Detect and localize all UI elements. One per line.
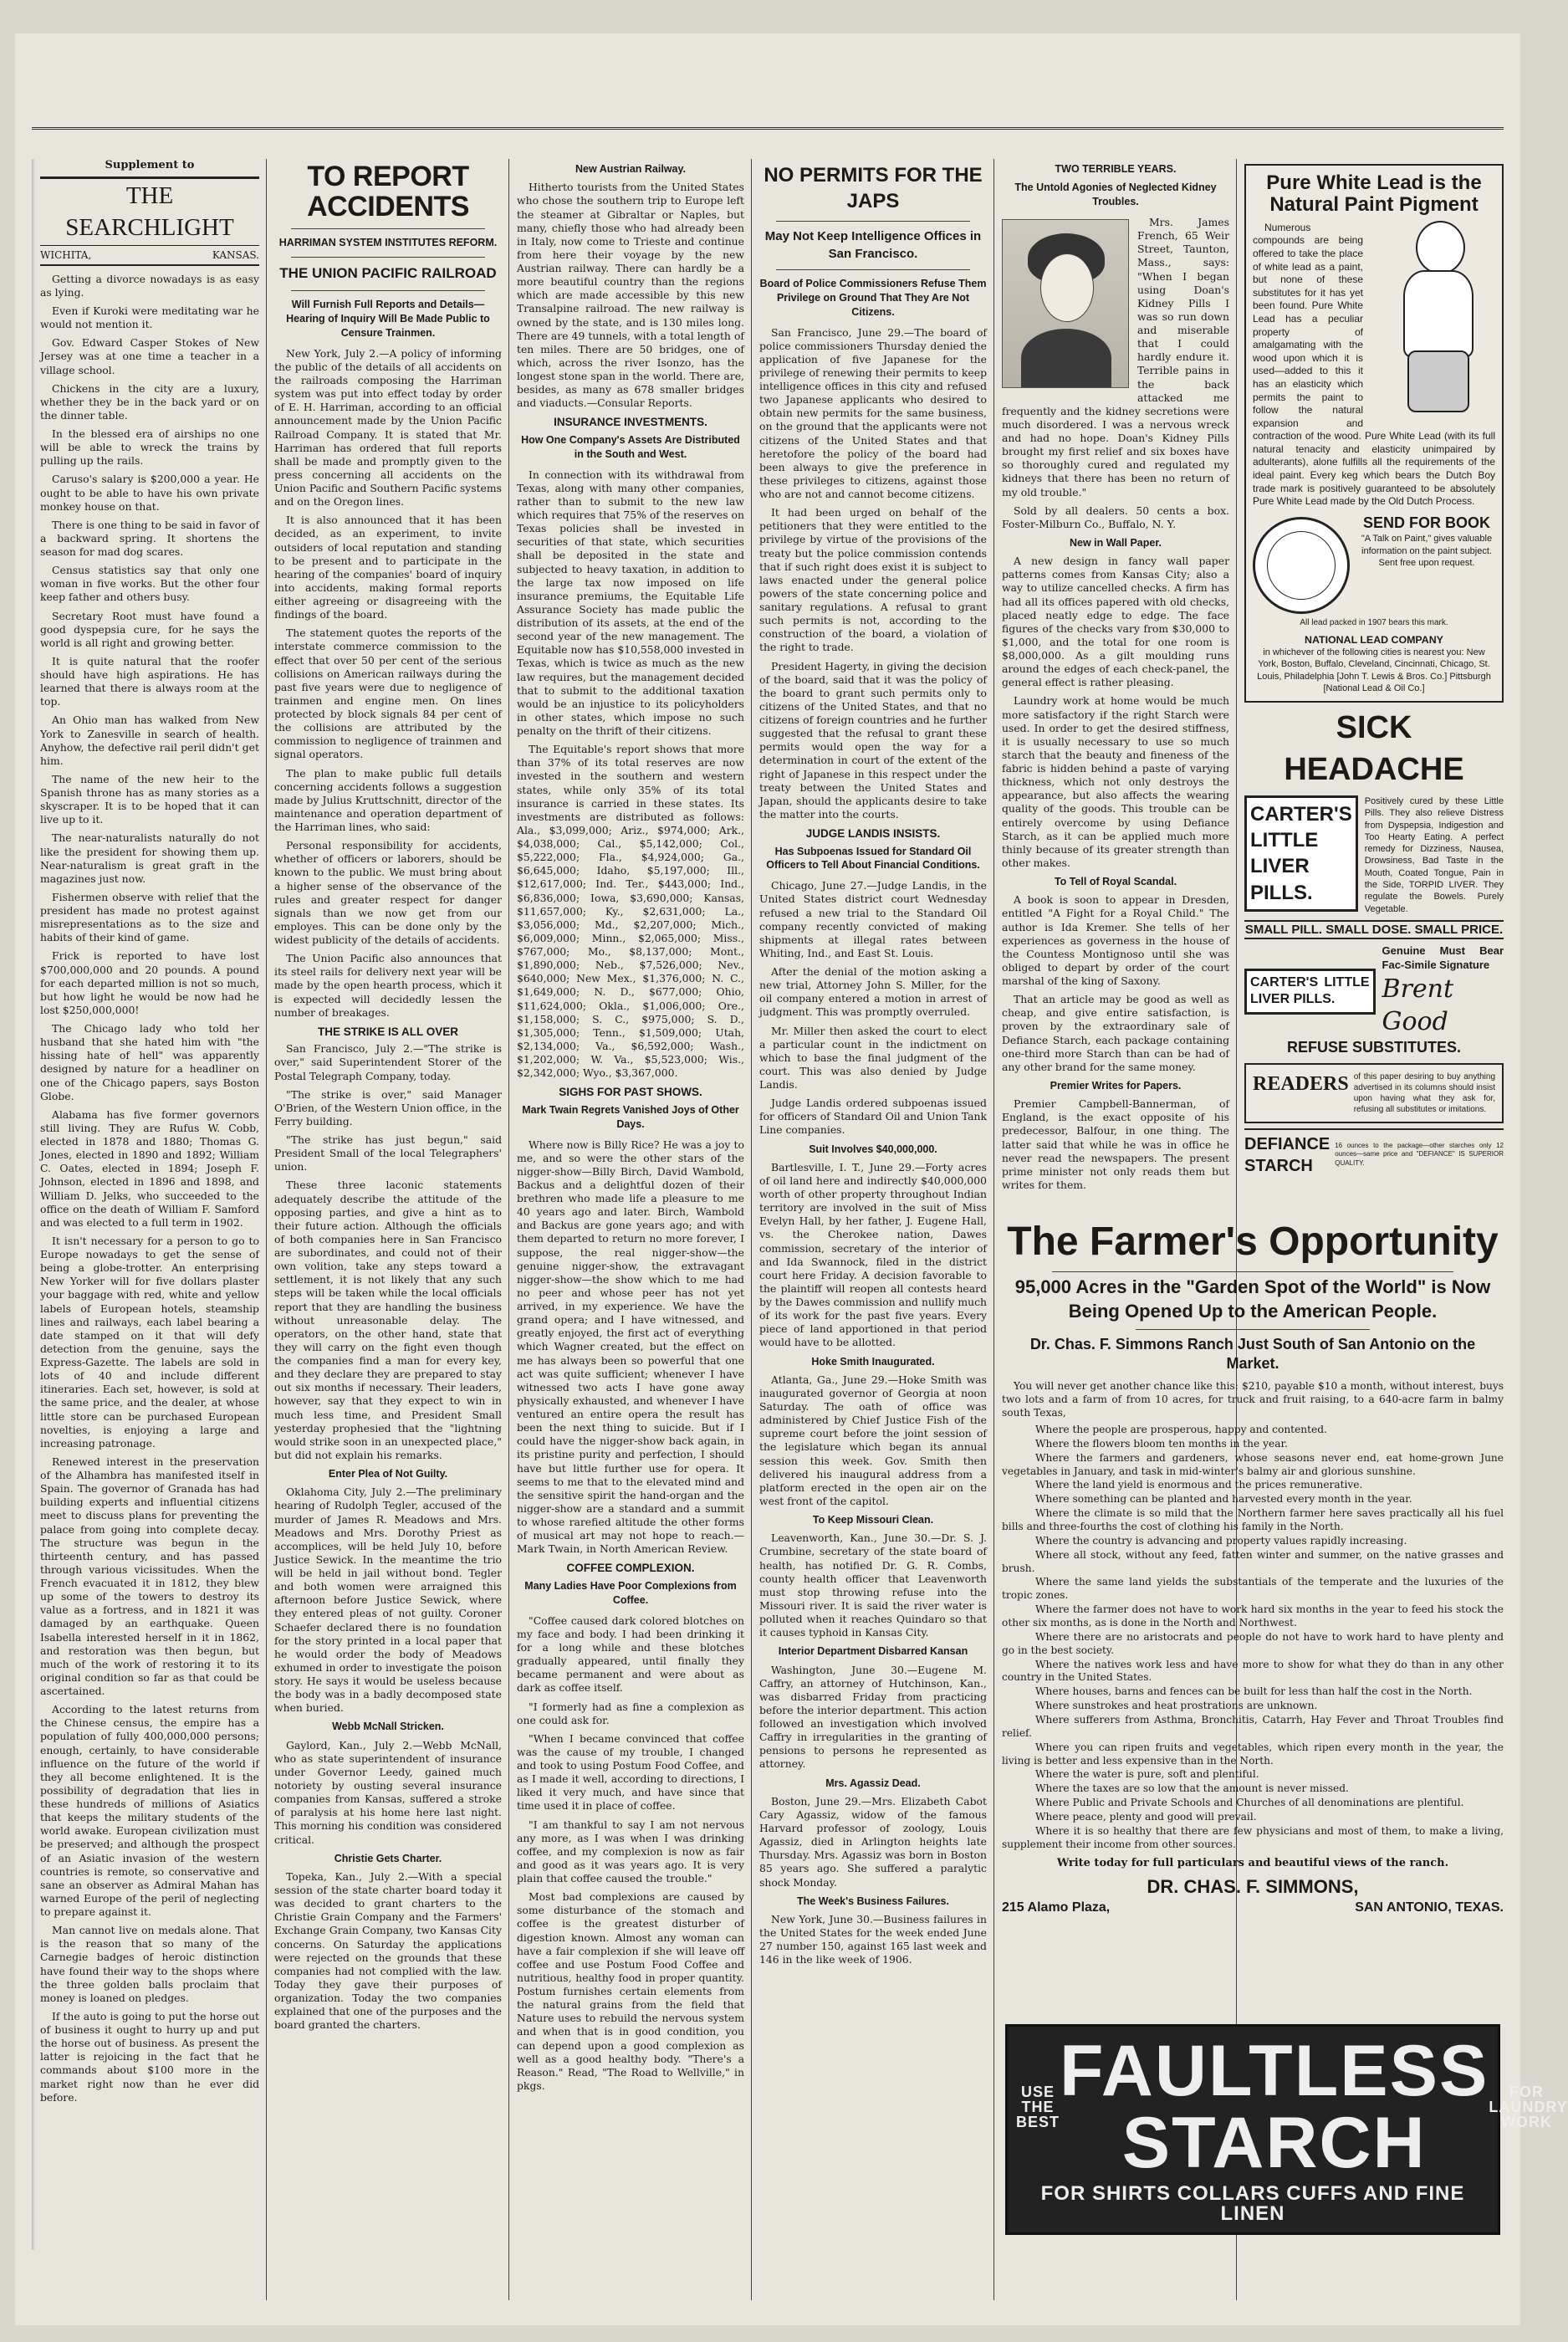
paragraph: The near-naturalists naturally do not like the president for showing them up. Near-naturalism is great graft in the magazines just now.	[40, 831, 259, 885]
headline-plea: Enter Plea of Not Guilty.	[328, 1468, 448, 1480]
paragraph: Mr. Miller then asked the court to elect a particular count in the indictment on which to base the final judgment of the court. This was also denied by Judge Landis.	[759, 1024, 987, 1092]
headline-royal-scandal: To Tell of Royal Scandal.	[1054, 876, 1177, 887]
headline-wall-paper: New in Wall Paper.	[1070, 536, 1162, 549]
use-the-best: USE THE BEST	[1016, 2084, 1060, 2130]
farmer-list-item: Where Public and Private Schools and Churches of all denominations are plentiful.	[1035, 1797, 1464, 1809]
divider	[1052, 1271, 1453, 1272]
article-hoke: Atlanta, Ga., June 29.—Hoke Smith was inaugurated governor of Georgia at noon Saturday. The oath of office was administered by Chief Justice Fish of the supreme court before the joint session of the legislature which began its annual session this week. Gov. Smith then delivered his inaugural address from a platform erected in the open air on the west front of the capitol.	[759, 1373, 987, 1507]
farmer-list-item: Where the climate is so mild that the Northern farmer here saves practically all his fuel bills and three-fourths the cost of clothing his family in the North.	[1002, 1507, 1504, 1532]
farmer-list-item: Where the same land yields the substantials of the temperate and the luxuries of the tropic zones.	[1002, 1576, 1504, 1602]
paragraph: An Ohio man has walked from New York to Zanesville in search of health. Anyhow, the defective rail peril didn't get him.	[40, 713, 259, 767]
headline-coffee: COFFEE COMPLEXION.	[566, 1562, 695, 1575]
farmer-list-item: Where sunstrokes and heat prostrations are unknown.	[1035, 1700, 1318, 1712]
send-for-book-sub: "A Talk on Paint," gives valuable information on the paint subject. Sent free upon request.	[1361, 534, 1493, 568]
paragraph: The plan to make public full details concerning accidents follows a suggestion made by Julius Kruttschnitt, director of the maintenance and operation department of the Harriman lines, who said:	[274, 766, 502, 834]
paragraph: "Coffee caused dark colored blotches on my face and body. I had been drinking it for a long while and these blotches gradually appeared, until finally they became permanent and were about as dark as coffee itself.	[517, 1613, 744, 1695]
deck-kidney: The Untold Agonies of Neglected Kidney Troubles.	[1014, 182, 1217, 208]
column-5	[1002, 159, 1229, 1213]
paragraph: If the auto is going to put the horse out of business it ought to hurry up and put the horse out of business. As present the latter is rejoicing in the fact that he commands about $100 more in the market right now than he ever did before.	[40, 2009, 259, 2104]
farmer-sub1: 95,000 Acres in the "Garden Spot of the World" is Now Being Opened Up to the American People.	[1014, 1276, 1491, 1322]
paragraph: Secretary Root must have found a good dyspepsia cure, for he says the world is all right and growing better.	[40, 609, 259, 649]
defiance-sub: 16 ounces to the package—other starches only 12 ounces—same price and "DEFIANCE" IS SUPERIOR QUALITY.	[1335, 1141, 1504, 1167]
article-webb: Gaylord, Kan., July 2.—Webb McNall, who as state superintendent of insurance under Governor Leedy, gained much notoriety by ousting several insurance companies from Kansas, suffered a stroke of paralysis at his home here last night. This morning his condition was considered critical.	[274, 1738, 502, 1846]
farmer-list-item: Where the natives work less and have more to show for what they do than in any other country in the United States.	[1002, 1658, 1504, 1684]
article-austrian-railway: Hitherto tourists from the United States who chose the southern trip to Europe left the steamer at Gibraltar or Naples, but many, chiefly those who had already been in Italy, now come to Trieste and continue from here their voyage by the new Austrian railway. There can hardly be a more beautiful country than the regions which are made accessible by this new Transalpine railroad. The new railway is owned by the state, and is 130 miles long. There are 49 tunnels, with a total length of ten miles. There are 50 bridges, one of which, across the river Isonzo, has the longest stone span in the world. There are, besides, as many as 678 smaller bridges and viaducts.—Consular Reports.	[517, 181, 744, 410]
paragraph: Personal responsibility for accidents, whether of officers or laborers, should be known to the public. We must bring about a higher sense of the observance of the rules and greater respect for danger signals than we now get from our employes. This can be done only by the widest publicity of the details of accidents.	[274, 839, 502, 947]
article-royal-scandal: A book is soon to appear in Dresden, entitled "A Fight for a Royal Child." The author is Ida Kremer. She tells of her experiences as governess in the house of the Countess Montignoso until she was obliged to depart by order of the court marshal of the king of Saxony.	[1002, 893, 1229, 987]
paragraph: In the blessed era of airships no one will be able to wreck the trains by pulling up the rails.	[40, 427, 259, 468]
article-plea: Oklahoma City, July 2.—The preliminary hearing of Rudolph Tegler, accused of the murder of James R. Meadows and Mrs. Meadows and Mrs. Dorothy Priest as accomplices, will be held July 10, before Justice Sewick. In the meantime the trio will be held in jail without bond. Tegler and both women were arraigned this afternoon before Justice Sewick, where they entered pleas of not guilty. Coroner Schaefer declared there is no foundation for the story printed in a local paper that he would order the body of Meadows exhumed in order to investigate the poison story. He says it would be useless because the body was in a badly decomposed state when buried.	[274, 1485, 502, 1715]
divider	[1136, 1329, 1370, 1330]
readers-text: of this paper desiring to buy anything advertised in its columns should insist upon having what they ask for, refusing all substitutes or imitations.	[1353, 1071, 1495, 1114]
paragraph: Alabama has five former governors still living. They are Rufus W. Cobb, elected in 1878 and 1880; Thomas G. Jones, elected in 1890 and 1892; William C. Oates, elected in 1894; Joseph F. Johnson, elected in 1896 and 1898, and William D. Jelks, who succeeded to the office on the death of William F. Samford and was elected to a full term in 1902.	[40, 1107, 259, 1229]
paragraph: The Equitable's report shows that more than 37% of its total reserves are now invested in the southern and western states, while only 35% of its total insurance is carried in these states. Its investments are distributed as follows: Ala., $3,099,000; Ariz., $974,000; Ark., $4,038,000; Cal., $5,142,000; Col., $5,222,000; Fla., $4,924,000; Ga., $6,645,000; Idaho, $5,197,000; Ill., $12,617,000; Ind. Ter., $443,000; Ind., $6,836,000; Iowa, $3,690,000; Kansas, $11,657,000; Ky., $2,631,000; La., $3,056,000; Md., $2,207,000; Mich., $6,009,000; Minn., $2,065,000; Miss., $767,000; Mo., $8,137,000; Mont., $1,890,000; Neb., $7,526,000; Nev., $640,000; New Mex., $1,376,000; N. C., $1,649,000; N. D., $677,000; Ohio, $11,624,000; Okla., $1,006,000; Ore., $1,158,000; S. C., $975,000; S. D., $1,305,000; Tenn., $1,509,000; Utah, $2,134,000; Va., $6,592,000; Wash., $1,202,000; W. Va., $5,523,000; Wis., $2,342,000; Wyo., $3,367,000.	[517, 743, 744, 1080]
white-lead-title: Pure White Lead is the Natural Paint Pigment	[1266, 171, 1482, 217]
column-2	[274, 159, 502, 2300]
dateline-city: WICHITA,	[40, 249, 92, 262]
farmer-list-item: Where the people are prosperous, happy and contented.	[1035, 1423, 1327, 1435]
readers-title: READERS	[1253, 1072, 1349, 1095]
divider	[291, 257, 485, 258]
paragraph: According to the latest returns from the Chinese census, the empire has a population of fully 400,000,000 persons; enough, certainly, to have considerable influence on the future of the world if they all become enlightened. It is the possibility of degradation that lies in these hundreds of millions of Asiatics that keeps the military students of the world awake. European civilization must be preserved; and although the prospect of an Asiatic invasion of the western countries is remote, so conservative and sane an observer as Admiral Mahan has warned Europe of the peril of neglecting to prepare against it.	[40, 1703, 259, 1919]
farmer-address	[1002, 1900, 1504, 1917]
paragraph: It is also announced that it has been decided, as an experiment, to invite outsiders of local reputation and standing to be present and to participate in the hearing of the companies' board of inquiry into accidents, making formal reports either agreeing or disagreeing with the findings of the board.	[274, 514, 502, 621]
farmer-intro: You will never get another chance like this: $210, payable $10 a month, without interest, buys two lots and a farm of from 10 acres, for truck and fruit raising, to a 640-acre farm in balmy south Texas,	[1002, 1380, 1504, 1419]
article-body	[274, 1042, 502, 1462]
column-rule	[751, 159, 752, 2300]
starch-word: STARCH	[1121, 2103, 1427, 2183]
farmer-signer: DR. CHAS. F. SIMMONS,	[1147, 1876, 1359, 1898]
farmer-list-item: Where all stock, without any feed, fatten winter and summer, on the native grasses and brush.	[1002, 1548, 1504, 1574]
headline-to-report-accidents: TO REPORT ACCIDENTS	[307, 161, 469, 222]
article-christie: Topeka, Kan., July 2.—With a special session of the state charter board today it was decided to grant charters to the Christie Grain Company and the Farmers' Exchange Grain Company, two Kansas City concerns. On Saturday the applications were rejected on the grounds that these companies had not complied with the law. Today they gave their purposes of organization. Today the two companies explained that one of the purposes and the board granted the charters.	[274, 1869, 502, 2032]
send-for-book: SEND FOR BOOK	[1362, 514, 1490, 531]
carters-logo: CARTER'S LITTLE LIVER PILLS.	[1244, 795, 1358, 912]
carters-ad	[1244, 795, 1504, 915]
dutch-boy-illustration	[1370, 217, 1495, 417]
farmer-list-item: Where the farmer does not have to work hard six months in the year to feed his stock the other six months, as is done in the North and Northwest.	[1002, 1603, 1504, 1629]
headline-insurance: INSURANCE INVESTMENTS.	[554, 416, 707, 429]
faultless-starch-ad	[1005, 2024, 1568, 2233]
newspaper-page	[15, 33, 1568, 2325]
headline-missouri: To Keep Missouri Clean.	[812, 1514, 934, 1526]
farmer-list-item: Where you can ripen fruits and vegetables, which ripen every month in the year, the living is better and less expensive than in the North.	[1002, 1741, 1504, 1767]
article-body	[274, 347, 502, 1020]
defiance-ad	[1244, 1128, 1504, 1177]
article-interior: Washington, June 30.—Eugene M. Caffry, an attorney of Hutchinson, Kan., was disbarred Friday from practicing before the interior department. This action followed an investigation which involved Caffry in irregularities in the granting of pensions to persons he represented as attorney.	[759, 1663, 987, 1771]
farmer-list-item: Where there are no aristocrats and people do not have to work hard to have plenty and go in the best society.	[1002, 1630, 1504, 1656]
paragraph: These three laconic statements adequately describe the attitude of the opposing parties, and give a hint as to their future action. Although the officials of both companies here in San Francisco are subordinates, and could not of their own volition, take any steps toward a settlement, it is not likely that any such steps will be taken while the local officials report that they are handling the business without unreasonable delay. The operators, on the other hand, state that they will carry on the fight even though the companies find a man for every key, and they declare they are prepared to stay out six months if necessary. Their leaders, however, say that they expect to win in much less time, and President Small yesterday prophesied that the "lightning would strike soon in an unexpected place," but did not explain his remarks.	[274, 1179, 502, 1461]
paragraph: Chickens in the city are a luxury, whether they be in the back yard or on the dinner table.	[40, 381, 259, 422]
paragraph: Gov. Edward Casper Stokes of New Jersey was at one time a teacher in a village school.	[40, 336, 259, 376]
portrait-illustration	[1002, 219, 1129, 388]
headline-failures: The Week's Business Failures.	[797, 1895, 949, 1907]
seal-caption: All lead packed in 1907 bears this mark.	[1300, 617, 1448, 627]
headline-agassiz: Mrs. Agassiz Dead.	[825, 1777, 921, 1789]
readers-notice	[1244, 1063, 1504, 1123]
headline-christie: Christie Gets Charter.	[334, 1852, 442, 1864]
article-agassiz: Boston, June 29.—Mrs. Elizabeth Cabot Cary Agassiz, widow of the famous Harvard professor of zoology, Louis Agassiz, died in Arlington heights late Thursday. Mrs. Agassiz was born in Boston 85 years ago. She suffered a paralytic shock Monday.	[759, 1794, 987, 1889]
article-sighs: Where now is Billy Rice? He was a joy to me, and so were the other stars of the nigger-show—Billy Birch, David Wambold, Backus and a delightful dozen of their brethren who made life a pleasure to me 40 years ago and later. Birch, Wambold and Backus are gone years ago; and with them departed to return no more forever, I suppose, the real nigger-show—the genuine nigger-show, the extravagant nigger-show—the show which to me had no peer and whose peer has not yet arrived, in my experience. We have the grand opera; and I have witnessed, and greatly enjoyed, the first act of everything which Wagner created, but the effect on me has always been so powerful that one act was quite sufficient; whenever I have witnessed two acts I have gone away physically exhausted, and whenever I have ventured an entire opera the result has been the next thing to suicide. But if I could have the nigger-show back again, in its pristine purity and perfection, I should have but little further use for opera. It seems to me that to the elevated mind and the sensitive spirit the hand-organ and the nigger-show are a standard and a summit to whose rarefied altitude the other forms of musical art may not hope to reach.—Mark Twain, in North American Review.	[517, 1138, 744, 1556]
divider	[776, 269, 970, 270]
deck-sighs: Mark Twain Regrets Vanished Joys of Other Days.	[522, 1103, 739, 1130]
paragraph: It is quite natural that the roofer should have high aspirations. He has learned that there is always room at the top.	[40, 654, 259, 708]
paragraph: Sold by all dealers. 50 cents a box. Foster-Milburn Co., Buffalo, N. Y.	[1002, 504, 1229, 530]
farmer-list-item: Where it is so healthy that there are few physicians and most of them, to make a living, supplement their income from other sources.	[1002, 1824, 1504, 1850]
farmer-addr2: SAN ANTONIO, TEXAS.	[1355, 1900, 1504, 1915]
headline-sighs: SIGHS FOR PAST SHOWS.	[559, 1086, 702, 1099]
deck-intelligence: May Not Keep Intelligence Offices in San Francisco.	[764, 229, 982, 261]
genuine-label: Genuine Must Bear Fac-Simile Signature	[1382, 944, 1504, 972]
headline-webb: Webb McNall Stricken.	[332, 1721, 444, 1733]
farmer-list-item: Where the land yield is enormous and the prices remunerative.	[1035, 1479, 1363, 1491]
signature: Brent Good	[1382, 974, 1454, 1037]
farmer-list-item: Where the farmers and gardeners, whose seasons never end, eat home-grown June vegetables in January, and task in mid-winter's balmy air and glorious sunshine.	[1002, 1451, 1504, 1477]
farmer-write: Write today for full particulars and beautiful views of the ranch.	[1056, 1856, 1449, 1869]
farmer-list-item: Where the taxes are so low that the amount is never missed.	[1035, 1782, 1349, 1795]
headline-two-terrible-years: TWO TERRIBLE YEARS.	[1055, 163, 1177, 175]
farmer-list-item: Where houses, barns and fences can be built for less than half the cost in the North.	[1035, 1685, 1473, 1698]
article-body	[517, 468, 744, 1081]
deck-landis: Has Subpoenas Issued for Standard Oil Officers to Tell About Financial Conditions.	[766, 845, 980, 872]
article-suit: Bartlesville, I. T., June 29.—Forty acres of oil land here and indirectly $40,000,000 worth of other property throughout Indian territory are involved in the suit of Miss Evelyn Hall, by her father, J. Eugene Hall, vs. the Cherokee nation, Dawes commission, secretary of the interior of and Ida Swannock, filed in the district court here Friday. A decision favorable to the plaintiff will reopen all contests heard by the Dawes commission and nullify much of its work for the past five years. Every piece of land apportioned in that period would have to be allotted.	[759, 1160, 987, 1349]
national-lead-cities: in whichever of the following cities is nearest you: New York, Boston, Buffalo, Cleveland, Cincinnati, Chicago, St. Louis, Philadelphia [John T. Lewis & Bros. Co.] Pittsburgh [National Lead & Oil Co.]	[1257, 647, 1491, 693]
farmer-list-item: Where the water is pure, soft and plentiful.	[1035, 1768, 1259, 1781]
headline-suit: Suit Involves $40,000,000.	[809, 1143, 937, 1155]
article-premier: Premier Campbell-Bannerman, of England, is the exact opposite of his predecessor, Balfour, in one thing. The latter said that while he was in office he never read the newspapers. The present prime minister not only reads them but writes for them.	[1002, 1097, 1229, 1191]
deck-coffee: Many Ladies Have Poor Complexions from Coffee.	[524, 1580, 737, 1606]
paragraph: San Francisco, July 2.—"The strike is over," said Superintendent Storer of the Postal Telegraph Company, today.	[274, 1042, 502, 1082]
paragraph: Caruso's salary is $200,000 a year. He ought to be able to have his own private monkey house on that.	[40, 473, 259, 513]
farmer-list	[1002, 1424, 1504, 1852]
article-defiance: That an article may be good as well as cheap, and give entire satisfaction, is proven by the extraordinary sale of Defiance Starch, each package containing one-third more Starch than can be had of any other brand for the same money.	[1002, 993, 1229, 1073]
article-body	[759, 879, 987, 1137]
paragraph: Fishermen observe with relief that the president has made no protest against misrepresentations as to the size and habits of their kind of game.	[40, 890, 259, 944]
carters-logo-small: CARTER'S LITTLE LIVER PILLS.	[1244, 969, 1376, 1015]
paragraph: It isn't necessary for a person to go to Europe nowadays to get the sense of being a globe-trotter. An enterprising New Yorker will for five dollars plaster your baggage with red, white and yellow labels of European hotels, steamship lines and railways, each label bearing a date stamped on it that will defy detection from the genuine, says the Express-Gazette. The labels are sold in lots of 40 and include different itineraries. Each set, however, is sold at the same price, and the dealer, at whose little store can be purchased European novelties, is enjoying a large and increasing patronage.	[40, 1234, 259, 1450]
white-lead-body: Numerous compounds are being offered to take the place of white lead as a paint, but none of these substitutes for it has yet been found. Pure White Lead has a peculiar property of amalgamating with the wood upon which it is used—added to this it has an elasticity which permits the paint to follow the natural expansion and contraction of the wood. Pure White Lead (with its full natural tenacity and elasticity unimpaired by adulterants), alone fulfills all the requirements of the ideal paint. Every keg which bears the Dutch Boy trade mark is positively guaranteed to be absolutely Pure White Lead made by the Old Dutch Process.	[1253, 221, 1495, 508]
paragraph: Man cannot live on medals alone. That is the reason that so many of the Carnegie badges of heroic distinction have found their way to the shops where the three golden balls proclaim that money is loaned on pledges.	[40, 1924, 259, 2004]
page-fold-shadow	[32, 159, 35, 2250]
white-lead-ad	[1244, 164, 1504, 703]
headline-no-permits: NO PERMITS FOR THE JAPS	[764, 164, 983, 213]
farmer-list-item: Where peace, plenty and good will prevail.	[1035, 1811, 1257, 1823]
faultless-footer: FOR SHIRTS COLLARS CUFFS AND FINE LINEN	[1040, 2182, 1465, 2225]
paragraph: "The strike has just begun," said President Small of the local Telegraphers' union.	[274, 1133, 502, 1174]
subhead-union-pacific: THE UNION PACIFIC RAILROAD	[279, 265, 497, 282]
farmer-list-item: Where the country is advancing and property values rapidly increasing.	[1035, 1534, 1407, 1547]
dutch-boy-seal	[1253, 517, 1350, 614]
headline-premier: Premier Writes for Papers.	[1050, 1079, 1182, 1092]
divider	[291, 228, 485, 229]
farmer-addr1: 215 Alamo Plaza,	[1002, 1900, 1111, 1915]
article-laundry: Laundry work at home would be much more satisfactory if the right Starch were used. In order to get the desired stiffness, it is usually necessary to use so much starch that the beauty and fineness of the fabric is hidden behind a paste of varying thickness, which not only destroys the appearance, but also affects the wearing quality of the goods. This trouble can be entirely overcome by using Defiance Starch, as it can be applied much more thinly because of its greater strength than other makes.	[1002, 694, 1229, 869]
paragraph: Chicago, June 27.—Judge Landis, in the United States district court Wednesday refused a new trial to the Standard Oil company recently convicted of making shipments at illegal rates between Whiting, Ind., and East St. Louis.	[759, 879, 987, 959]
farmer-sub2: Dr. Chas. F. Simmons Ranch Just South of San Antonio on the Market.	[1029, 1335, 1476, 1372]
column-4	[759, 159, 987, 2300]
paragraph: Even if Kuroki were meditating war he would not mention it.	[40, 304, 259, 331]
paragraph: Most bad complexions are caused by some disturbance of the stomach and coffee is the greatest disturber of digestion known. Almost any woman can have a fair complexion if she will leave off coffee and use Postum Food Coffee and nutritious, healthy food in proper quantity. Postum furnishes certain elements from the natural grains from the field that Nature uses to rebuild the nervous system and when that is in good condition, you can depend upon a good complexion as well as a good healthy body. "There's a Reason." Read, "The Road to Wellville," in pkgs.	[517, 1890, 744, 2092]
refuse-substitutes: REFUSE SUBSTITUTES.	[1286, 1039, 1462, 1056]
headline-strike: THE STRIKE IS ALL OVER	[317, 1025, 459, 1038]
farmer-title: The Farmer's Opportunity	[1007, 1220, 1499, 1264]
supplement-label: Supplement to	[105, 159, 195, 171]
farmer-list-item: Where something can be planted and harvested every month in the year.	[1035, 1493, 1412, 1506]
farmer-list-item: Where sufferers from Asthma, Bronchitis, Catarrh, Hay Fever and Throat Troubles find relief.	[1002, 1713, 1504, 1739]
paragraph: Judge Landis ordered subpoenas issued for officers of Standard Oil and Union Tank Line companies.	[759, 1097, 987, 1137]
article-body	[517, 1614, 744, 2093]
deck-will-furnish: Will Furnish Full Reports and Details—Hearing of Inquiry Will Be Made Public to Censure Trainmen.	[286, 299, 490, 339]
paragraph: The Union Pacific also announces that its steel rails for delivery next year will be made by the open hearth process, which it is expected will decidedly lessen the number of breakages.	[274, 952, 502, 1019]
paragraph: The name of the new heir to the Spanish throne has as many stories as a skyscraper. It is to be hoped that it can live up to it.	[40, 772, 259, 826]
paragraph: "The strike is over," said Manager O'Brien, of the Western Union office, in the Ferry building.	[274, 1087, 502, 1128]
column-1-paragraphs	[40, 273, 259, 2104]
for-laundry-work: FOR LAUNDRY WORK	[1489, 2084, 1568, 2130]
deck-harriman: HARRIMAN SYSTEM INSTITUTES REFORM.	[278, 237, 498, 249]
divider	[291, 290, 485, 291]
paragraph: New York, July 2.—A policy of informing the public of the details of all accidents on the railroads composing the Harriman system was put into effect today by order of E. H. Harriman, according to an official announcement made by the Union Pacific Railroad Company. It is stated that Mr. Harriman has ordered that full reports shall be made and promptly given to the press concerning all accidents on the Union Pacific and Southern Pacific systems and on the Oregon lines.	[274, 346, 502, 509]
paragraph: Renewed interest in the preservation of the Alhambra has manifested itself in Spain. The governor of Granada has had building experts and influential citizens meet to discuss plans for preventing the palace from going into complete decay. The structure was begun in the thirteenth century, and has passed through various vicissitudes. When the French evacuated it in 1812, they blew up some of the towers to destroy its value as a fortress, and in 1821 it was damaged by an earthquake. Queen Isabella interested herself in it in 1862, and restoration was then begun, but much of the work of restoring it to its original condition so far as that could be ascertained.	[40, 1455, 259, 1698]
article-body	[759, 326, 987, 822]
article-missouri: Leavenworth, Kan., June 30.—Dr. S. J. Crumbine, secretary of the state board of health, has notified Dr. G. R. Combs, county health officer that Leavenworth must stop throwing refuse into the Missouri river. It is said the river water is polluted when it reaches Quindaro so that it causes typhoid in Kansas City.	[759, 1532, 987, 1639]
deck-police: Board of Police Commissioners Refuse Them Privilege on Ground That They Are Not Citizens.	[759, 277, 987, 318]
headline-interior: Interior Department Disbarred Kansan	[778, 1645, 968, 1658]
headline-austrian-railway: New Austrian Railway.	[575, 163, 686, 175]
paragraph: Frick is reported to have lost $700,000,000 and 20 pounds. A pound for each departed million is not so much, but how light he would be now had he lost $250,000,000!	[40, 949, 259, 1016]
carters-signature-ad	[1244, 944, 1504, 1038]
paragraph: The statement quotes the reports of the interstate commerce commission to the effect that over 50 per cent of the serious collisions on American railways during the past five years were due to negligence of trainmen and engine men. On lines protected by block signals 84 per cent of the collisions are attributed by the commission to negligence of trainmen and signal operators.	[274, 626, 502, 761]
top-border-rule	[32, 127, 1504, 130]
paragraph: President Hagerty, in giving the decision of the board, said that it was the policy of the board to grant such permits only to citizens of the United States, and that no citizens of foreign countries and he further suggested that the refusal to grant these permits would open the way for a determination in court of the extent of the right of Japanese in this respect under the treaty between the United States and Japan, should the applicants desire to take the matter into the courts.	[759, 659, 987, 821]
paragraph: In connection with its withdrawal from Texas, along with many other companies, rather than to submit to the new law which requires that 75% of the reserves on Texas policies shall be invested in securities of that state, which securities shall be deposited in the state and subjected to heavy taxation, in addition to the large tax now imposed on life insurance premiums, the Equitable Life Assurance Society has made public the distribution of its assets, at the end of the second year of the new management. The Equitable now has $10,558,000 invested in Texas, which is twice as much as the new law requires, but the management decided that to submit to the additional taxation would be an injustice to its policyholders in other states, which impose no such penalty on the thrift of their citizens.	[517, 468, 744, 738]
paragraph: Census statistics say that only one woman in five works. But the other four keep father and others busy.	[40, 564, 259, 604]
paragraph: Getting a divorce nowadays is as easy as lying.	[40, 272, 259, 299]
carters-small: SMALL PILL. SMALL DOSE. SMALL PRICE.	[1244, 920, 1504, 940]
paragraph: "I am thankful to say I am not nervous any more, as I was when I was drinking coffee, and my complexion is now as fair and good as it was years ago. It is very plain that coffee caused the trouble."	[517, 1818, 744, 1885]
article-failures: New York, June 30.—Business failures in the United States for the week ended June 27 number 150, against 165 last week and 146 in the like week of 1906.	[759, 1912, 987, 1966]
column-6-ads	[1244, 159, 1504, 1213]
column-rule	[266, 159, 267, 2300]
carters-text: Positively cured by these Little Pills. They also relieve Distress from Dyspepsia, Indigestion and Too Hearty Eating. A perfect remedy for Dizziness, Nausea, Drowsiness, Bad Taste in the Mouth, Coated Tongue, Pain in the Side, TORPID LIVER. They regulate the Bowels. Purely Vegetable.	[1364, 795, 1504, 914]
sick-headache-title: SICK HEADACHE	[1284, 710, 1464, 787]
headline-hoke: Hoke Smith Inaugurated.	[811, 1355, 935, 1368]
column-rule	[508, 159, 509, 2300]
paragraph: There is one thing to be said in favor of a backward spring. It shortens the season for mad dog scares.	[40, 518, 259, 559]
faultless-word: FAULTLESS	[1060, 2031, 1489, 2111]
column-rule	[993, 159, 994, 2300]
paragraph: It had been urged on behalf of the petitioners that they were entitled to the privilege by virtue of the provisions of the treaty but the police commission contends that if such right does exist it is subject to laws enacted under the general police powers of the state concerning police and sanitary regulations. A refusal to grant such permits is not, according to the construction of the board, a violation of the right to trade.	[759, 506, 987, 654]
column-1	[40, 159, 259, 2300]
farmers-opportunity-ad	[1002, 1213, 1504, 2016]
divider	[776, 221, 970, 222]
paragraph: Mrs. James French, 65 Weir Street, Taunton, Mass., says: "When I began using Doan's Kidney Pills I was so run down and miserable that I could hardly endure it. Terrible pains in the back attacked me frequently and the kidney secretions were much disordered. I was a nervous wreck and had no hope. Doan's Kidney Pills brought my first relief and six boxes have so thoroughly cured and regulated my kidneys that there has been no return of my old trouble."	[1002, 216, 1229, 499]
paragraph: After the denial of the motion asking a new trial, Attorney John S. Miller, for the oil company entered a motion in arrest of judgment. This was promptly overruled.	[759, 965, 987, 1019]
paragraph: The Chicago lady who told her husband that she hated him with "the hissing hate of hell" was apparently designed by nature for a headliner on one of the Chicago papers, says Boston Globe.	[40, 1022, 259, 1102]
dateline-state: KANSAS.	[212, 249, 259, 262]
article-wall-paper: A new design in fancy wall paper patterns comes from Kansas City; also a way to utilize cancelled checks. A firm has had all its offices papered with old checks, placed neatly edge to edge. The face figures of the checks vary from $30,000 to $1,000, and the total for one room is $8,000,000. As a gilt moulding runs around the edges of each check-panel, the general effect is rather pleasing.	[1002, 555, 1229, 689]
national-lead-company: NATIONAL LEAD COMPANY	[1305, 633, 1443, 646]
headline-landis: JUDGE LANDIS INSISTS.	[805, 827, 941, 840]
masthead: THE SEARCHLIGHT	[40, 176, 259, 246]
farmer-list-item: Where the flowers bloom ten months in the year.	[1035, 1437, 1288, 1450]
column-3	[517, 159, 744, 2300]
deck-insurance: How One Company's Assets Are Distributed in the South and West.	[521, 433, 740, 460]
paragraph: "When I became convinced that coffee was the cause of my trouble, I changed and took to using Postum Food Coffee, and as I made it well, according to directions, I liked it very much, and have since that time used it in place of coffee.	[517, 1731, 744, 1813]
paragraph: "I formerly had as fine a complexion as one could ask for.	[517, 1700, 744, 1726]
defiance-title: DEFIANCE STARCH	[1244, 1134, 1331, 1175]
paragraph: San Francisco, June 29.—The board of police commissioners Thursday denied the application of five Japanese for the privilege of renewing their permits to keep intelligence offices in this city and refused two Japanese applicants who desired to obtain new permits for the same business, on the ground that the applicants were not citizens of the United States and that heretofore the policy of the board had been always to give the preference in these privileges to citizens, against those who are not and cannot become citizens.	[759, 325, 987, 500]
dateline	[40, 249, 259, 266]
faultless-box	[1005, 2024, 1568, 2235]
